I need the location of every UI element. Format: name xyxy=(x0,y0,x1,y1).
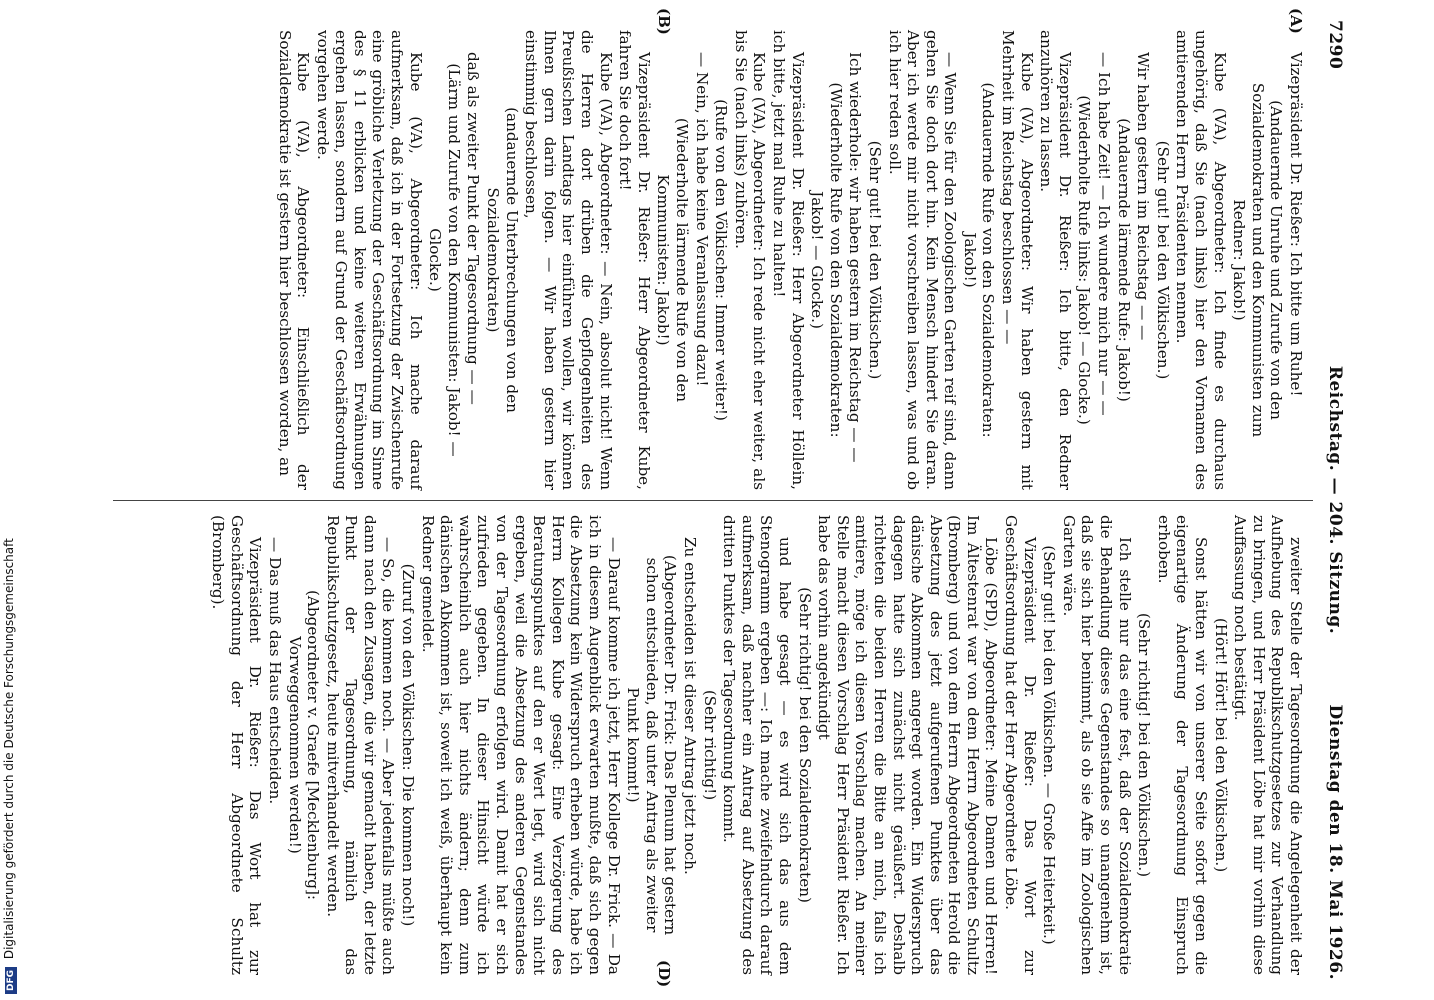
left-column xyxy=(274,30,1305,490)
right-column-paragraph: Sonst hätten wir von unserer Seite sofort gegen die eigenartige Änderung der Tagesordnung Einspruch erhoben. xyxy=(1154,515,1211,975)
dfg-logo: DFG xyxy=(5,967,17,994)
left-column-paragraph: (Wiederholte lärmende Rufe von den Kommunisten: Jakob!) xyxy=(654,117,691,403)
right-column-paragraph: Vizepräsident Dr. Rießer: Das Wort hat zur Geschäftsordnung der Herr Abgeordnete Schultz (Bromberg). xyxy=(209,515,265,975)
left-column-paragraph: Vizepräsident Dr. Rießer: Ich bitte um Ruhe! xyxy=(1287,52,1305,397)
right-column-paragraph: (Sehr gut! bei den Völkischen. — Große Heiterkeit.) xyxy=(1040,545,1059,945)
page-number: 7290 xyxy=(1325,20,1345,70)
left-column-paragraph: Vizepräsident Dr. Rießer: Ich bitte, den Redner anzuhören zu lassen. xyxy=(1037,30,1074,490)
right-column xyxy=(208,515,1305,975)
right-column-paragraph: (Sehr richtig! bei den Völkischen.) xyxy=(1135,612,1154,878)
margin-mark-b: (B) xyxy=(655,8,673,35)
left-column-paragraph: — Nein, ich habe keine Veranlassung dazu! xyxy=(692,52,711,387)
right-column-paragraph: (Abgeordneter v. Graefe [Mecklenburg]: Vorweggenommen werden!) xyxy=(285,589,323,901)
left-column-paragraph: (Andauernde Unruhe und Zurufe von den Sozialdemokraten und den Kommunisten zum Redner: Jakob!) xyxy=(1230,82,1286,438)
right-column-paragraph: Löbe (SPD), Abgeordneter: Meine Damen und Herren! Im Ältestenrat war von dem Herrn Abgeordneten Schultz (Bromberg) und von dem Herrn Abgeordneten Herold die Absetzung des jetzt aufgerufenen Punktes über das dänische Abkommen angeregt worden. Ein Widerspruch dagegen hatte sich zunächst nicht geäußert. Deshalb richteten die beiden Herren die Bitte an mich, falls ich amtiere, möge ich diesen Vorschlag machen. An meiner Stelle macht diesen Vorschlag Herr Präsident Rießer. Ich habe das vorhin angekündigt xyxy=(815,515,1001,975)
left-column-paragraph: (Rufe von den Völkischen: Immer weiter!) xyxy=(712,99,731,421)
left-column-paragraph: — Ich habe Zeit! — Ich wundere mich nur — — xyxy=(1095,52,1114,416)
right-column-paragraph: — So, die kommen noch. — Aber jedenfalls müßte auch dann nach den Zusagen, die wir gemacht haben, der letzte Punkt der Tagesordnung, nämlich das Republikschutzgesetz, heute mitverhandelt werden. xyxy=(323,515,398,975)
right-column-paragraph: Vizepräsident Dr. Rießer: Das Wort zur Geschäftsordnung hat der Herr Abgeordnete Löbe. xyxy=(1002,515,1039,975)
footer-credit xyxy=(2,0,17,994)
left-column-paragraph: (andauernde Unterbrechungen von den Sozialdemokraten) xyxy=(484,107,521,413)
left-column-paragraph: (Wiederholte Rufe von den Sozialdemokraten: Jakob! — Glocke.) xyxy=(808,82,845,438)
left-column-paragraph: (Sehr gut! bei den Völkischen.) xyxy=(1153,140,1172,380)
left-column-paragraph: Kube (VA), Abgeordneter: Ich finde es durchaus ungehörig, daß Sie (nach links) hier den Vornamen des amtierenden Herrn Präsidenten nennen. xyxy=(1173,30,1229,490)
left-column-paragraph: Kube (VA), Abgeordneter: Ich mache darauf aufmerksam, daß ich in der Fortsetzung der Zwischenrufe eine gröbliche Verletzung der Geschäftsordnung im Sinne des § 11 erblicken und keine weiteren Erwähnungen ergehen lassen, sondern auf Grund der Geschäftsordnung vorgehen werde. xyxy=(313,30,425,490)
right-column-paragraph: (Sehr richtig! bei den Sozialdemokraten) xyxy=(795,587,814,903)
right-column-paragraph: (Hört! Hört! bei den Völkischen.) xyxy=(1211,617,1230,873)
footer-text: Digitalisierung gefördert durch die Deutsche Forschungsgemeinschaft xyxy=(2,538,16,960)
right-column-paragraph: (Abgeordneter Dr. Frick: Das Plenum hat gestern schon entschieden, daß unter Antrag als zweiter Punkt kommt!) xyxy=(624,554,680,936)
margin-mark-d: (D) xyxy=(655,960,673,988)
left-column-paragraph: daß als zweiter Punkt der Tagesordnung — — xyxy=(464,52,483,405)
left-column-paragraph: Ich wiederhole: wir haben gestern im Reichstag — — xyxy=(846,52,865,463)
right-column-paragraph: — Das muß das Haus entscheiden. xyxy=(265,537,284,805)
right-column-paragraph: (Sehr richtig!) xyxy=(700,689,719,801)
session-date: Dienstag den 18. Mai 1926. xyxy=(1325,704,1345,980)
left-column-paragraph: Kube (VA), Abgeordneter: Einschließlich der Sozialdemokratie ist gestern hier beschlossen worden, an xyxy=(275,30,313,490)
margin-mark-a: (A) xyxy=(1287,8,1305,34)
left-column-paragraph: (Sehr gut! bei den Völkischen.) xyxy=(865,140,884,380)
right-column-paragraph: — Darauf komme ich jetzt, Herr Kollege Dr. Frick. — Da ich in diesem Augenblick erwarten mußte, daß sich gegen die Absetzung kein Widerspruch erheben würde, habe ich Herrn Kollegen Kube gesagt: Eine Verzögerung des Beratungspunktes auf den er Wert legt, wird sich nicht ergeben, weil die Absetzung des anderen Gegenstandes von der Tagesordnung erfolgen wird. Damit hat er sich zufrieden gegeben. In dieser Hinsicht würde ich wahrscheinlich auch hier nichts ändern; denn zum dänischen Abkommen ist, soweit ich weiß, überhaupt kein Redner gemeldet. xyxy=(418,515,623,975)
left-column-paragraph: Wir haben gestern im Reichstag — — xyxy=(1134,52,1153,341)
right-column-paragraph: (Zuruf von den Völkischen: Die kommen noch!) xyxy=(399,563,418,927)
left-column-paragraph: Kube (VA), Abgeordneter: — Nein, absolut nicht! Wenn die Herren dort drüben die Gepflogenheiten des Preußischen Landtags hier einführen wollen, wir können Ihnen gern darin folgen. — Wir haben gestern hier einstimmig beschlossen, xyxy=(522,30,615,490)
left-column-paragraph: Vizepräsident Dr. Rießer: Herr Abgeordneter Höllein, ich bitte, jetzt mal Ruhe zu halten! xyxy=(769,30,807,490)
left-column-paragraph: — Wenn Sie für den Zoologischen Garten reif sind, dann gehen Sie doch dort hin. Kein Mensch hindert Sie daran. Aber ich werde mir nicht vorschreiben lassen, was und ob ich hier reden soll. xyxy=(885,30,960,490)
column-divider xyxy=(113,500,1313,501)
right-column-paragraph: zweiter Stelle der Tagesordnung die Angelegenheit der Aufhebung des Republikschutzgesetzes zur Verhandlung zu bringen, und Herr Präsident Löbe hat mir vorhin diese Auffassung noch bestätigt. xyxy=(1231,515,1305,975)
left-column-paragraph: (Andauernde lärmende Rufe: Jakob!) xyxy=(1114,118,1133,402)
left-column-paragraph: (Lärm und Zurufe von den Kommunisten: Jakob! — Glocke.) xyxy=(426,63,463,457)
right-column-paragraph: und habe gesagt — es wird sich das aus dem Stenogramm ergeben —: Ich mache zweifelndurch darauf aufmerksam, daß nachher ein Antrag auf Absetzung des dritten Punktes der Tagesordnung kommt. xyxy=(720,515,794,975)
rotated-page xyxy=(53,0,1353,1000)
session-title: Reichstag. — 204. Sitzung. xyxy=(1325,365,1345,635)
left-column-paragraph: (Andauernde Rufe von den Sozialdemokraten: Jakob!) xyxy=(960,82,998,438)
right-column-paragraph: Ich stelle nur das eine fest, daß der Sozialdemokratie die Behandlung dieses Gegenstandes so unangenehm ist, daß sie sich hier benimmt, als ob sie Affe im Zoologischen Garten wäre. xyxy=(1059,515,1134,975)
right-column-paragraph: Zu entscheiden ist dieser Antrag jetzt noch. xyxy=(681,537,699,875)
left-column-paragraph: Kube (VA), Abgeordneter: Wir haben gestern mit Mehrheit im Reichstag beschlossen — — xyxy=(999,30,1036,490)
left-column-paragraph: Kube (VA), Abgeordneter: Ich rede nicht eher weiter, als bis Sie (nach links) zuhören. xyxy=(731,30,769,490)
left-column-paragraph: (Wiederholte Rufe links: Jakob! — Glocke.) xyxy=(1075,95,1094,425)
left-column-paragraph: Vizepräsident Dr. Rießer: Herr Abgeordneter Kube, fahren Sie doch fort! xyxy=(616,30,653,490)
page-header xyxy=(1315,20,1345,980)
